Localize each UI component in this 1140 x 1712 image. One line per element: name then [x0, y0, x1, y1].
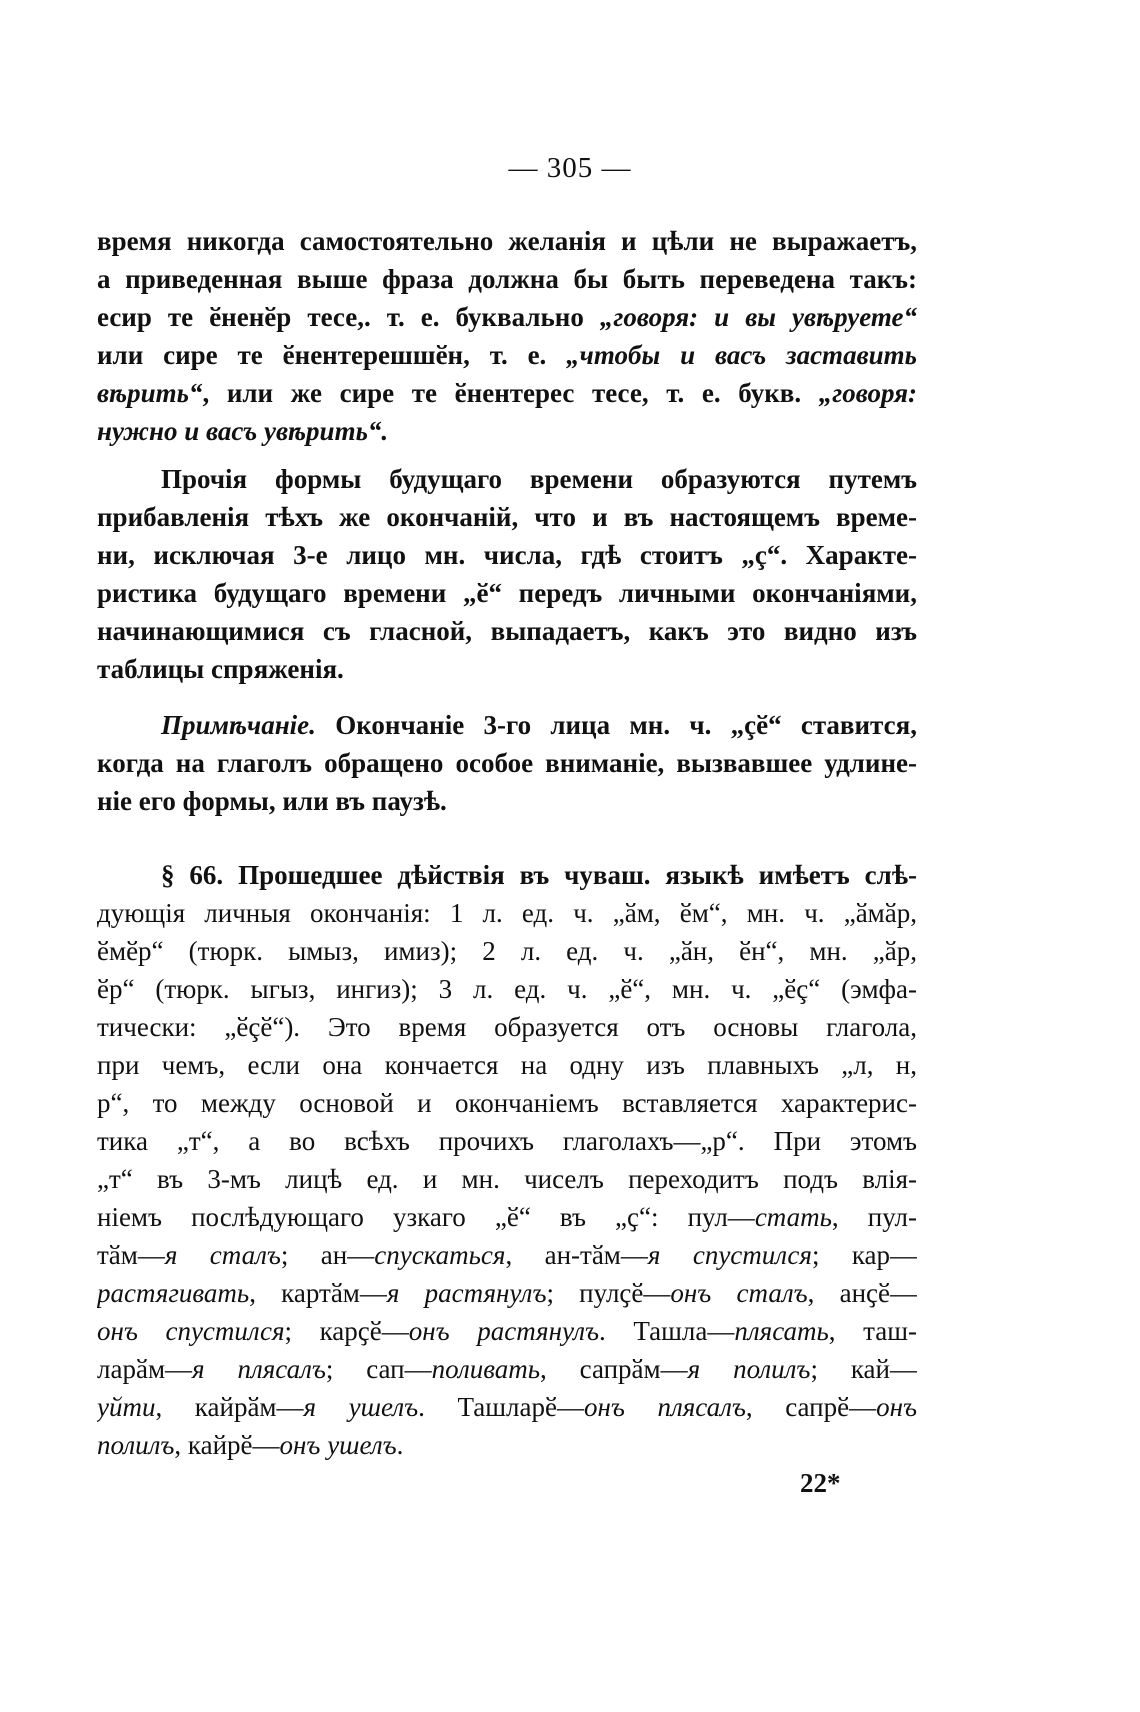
- text-line: онъ спустился; карҫӗ—онъ растянулъ. Ташла—плясать, таш-: [97, 1316, 917, 1346]
- text-line: или сире те ӗнентерешшӗн, т. е. „чтобы и васъ заставить: [97, 340, 917, 370]
- text-line: „т“ въ 3-мъ лицѣ ед. и мн. чиселъ переходитъ подъ влія-: [97, 1164, 917, 1194]
- text-line: тӑм—я сталъ; ан—спускаться, ан-тӑм—я спустился; кар—: [97, 1240, 917, 1270]
- text-line: ларӑм—я плясалъ; сап—поливать, сапрӑм—я полилъ; кай—: [97, 1354, 917, 1384]
- text-line: вѣрить“, или же сире те ӗнентерес тесе, т. е. букв. „говоря:: [97, 378, 917, 408]
- paragraph-1: [97, 222, 917, 450]
- paragraph-note: [97, 706, 917, 820]
- text-line: ристика будущаго времени „ӗ“ передъ личными окончаніями,: [97, 578, 917, 608]
- text-line: дующія личныя окончанія: 1 л. ед. ч. „ӑм, ӗм“, мн. ч. „ӑмӑр,: [97, 898, 917, 928]
- text-line: а приведенная выше фраза должна бы быть переведена такъ:: [97, 264, 917, 294]
- text-line: прибавленія тѣхъ же окончаній, что и въ настоящемъ време-: [97, 502, 917, 532]
- text-line: тически: „ӗçӗ“). Это время образуется отъ основы глагола,: [97, 1012, 917, 1042]
- text-line: ӗмӗр“ (тюрк. ымыз, имиз); 2 л. ед. ч. „ӑн, ӗн“, мн. „ӑр,: [97, 936, 917, 966]
- text-line: Прочія формы будущаго времени образуются путемъ: [161, 464, 917, 494]
- text-line: тика „т“, а во всѣхъ прочихъ глаголахъ—„р“. При этомъ: [97, 1126, 917, 1156]
- text-line: когда на глаголъ обращено особое вниманіе, вызвавшее удлине-: [97, 748, 917, 778]
- text-line: р“, то между основой и окончаніемъ вставляется характерис-: [97, 1088, 917, 1118]
- signature-mark: 22*: [800, 1468, 841, 1498]
- text-line: нужно и васъ увѣрить“.: [97, 416, 389, 446]
- paragraph-2: [97, 460, 917, 688]
- text-line: ніемъ послѣдующаго узкаго „ӗ“ въ „ҫ“: пул—стать, пул-: [97, 1202, 917, 1232]
- text-line: ніе его формы, или въ паузѣ.: [97, 786, 447, 816]
- text-line: уйти, кайрӑм—я ушелъ. Ташларӗ—онъ плясалъ, сапрӗ—онъ: [97, 1392, 917, 1422]
- text-line: ни, исключая 3-е лицо мн. числа, гдѣ стоитъ „ç“. Характе-: [97, 540, 917, 570]
- text-line: есир те ӗненӗр тесе,. т. е. буквально „говоря: и вы увѣруете“: [97, 302, 917, 332]
- note-label: Примѣчаніе.: [161, 710, 316, 740]
- text-line: растягивать, картӑм—я растянулъ; пулҫӗ—онъ сталъ, анҫӗ—: [97, 1278, 917, 1308]
- page-number: — 305 —: [508, 152, 632, 184]
- text-line: ӗр“ (тюрк. ыгыз, ингиз); 3 л. ед. ч. „ӗ“, мн. ч. „ӗç“ (эмфа-: [97, 974, 917, 1004]
- text-line: Примѣчаніе. Окончаніе 3-го лица мн. ч. „çӗ“ ставится,: [161, 710, 917, 740]
- text-line: начинающимися съ гласной, выпадаетъ, какъ это видно изъ: [97, 616, 917, 646]
- text-line: время никогда самостоятельно желанія и цѣли не выражаетъ,: [97, 226, 917, 256]
- text-line: полилъ, кайрӗ—онъ ушелъ.: [97, 1430, 404, 1460]
- text-line: таблицы спряженія.: [97, 654, 344, 684]
- paragraph-section-66: [97, 856, 917, 1464]
- text-line: § 66. Прошедшее дѣйствія въ чуваш. языкѣ имѣетъ слѣ-: [161, 860, 917, 890]
- section-number: § 66.: [161, 860, 224, 890]
- text-line: при чемъ, если она кончается на одну изъ плавныхъ „л, н,: [97, 1050, 917, 1080]
